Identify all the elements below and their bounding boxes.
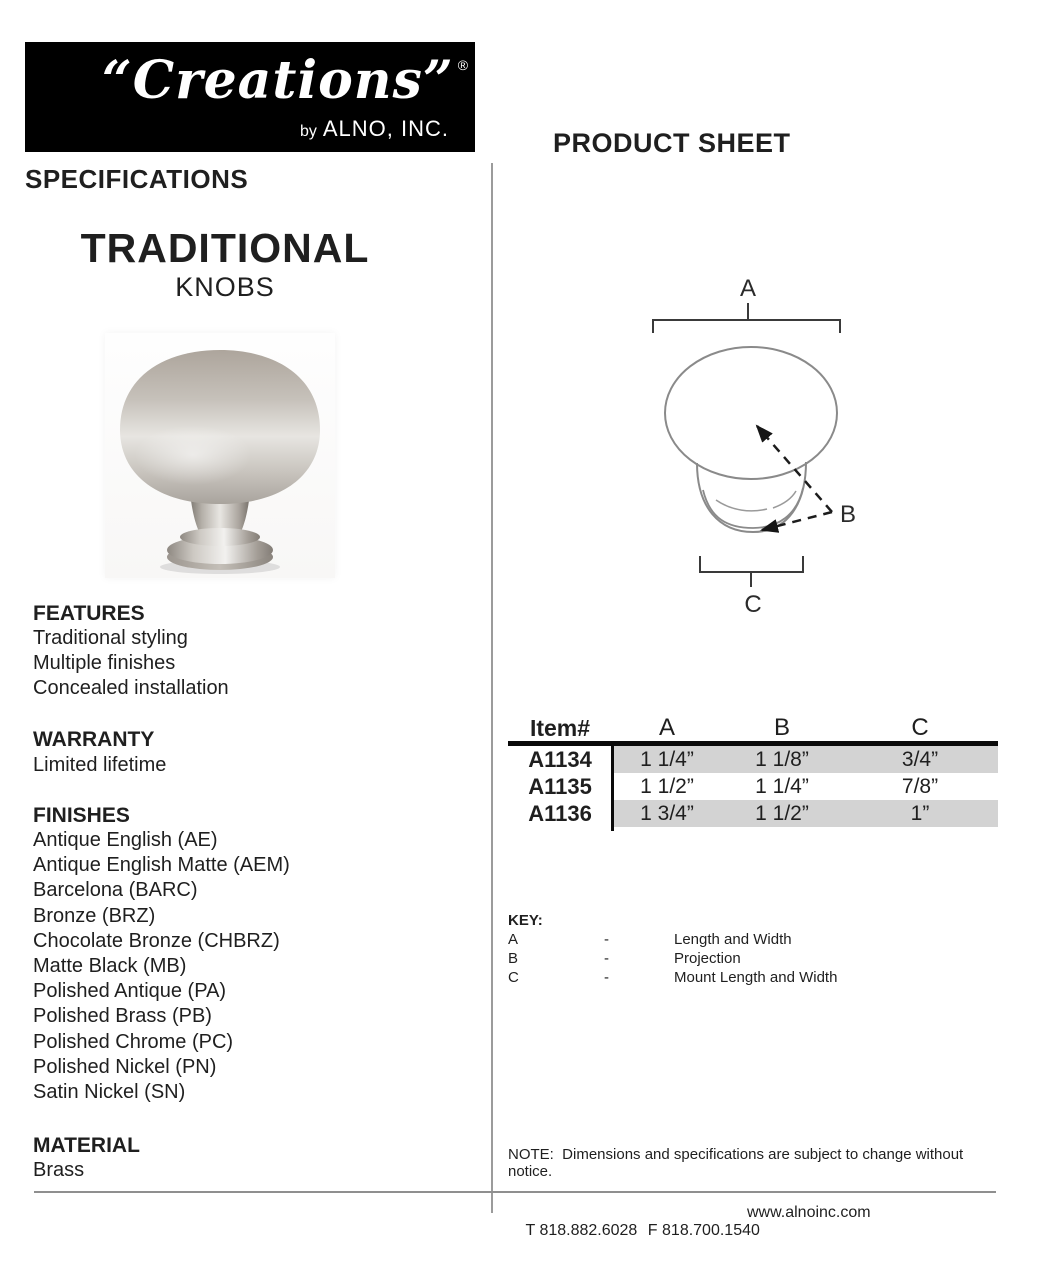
footer-phone-number: 818.882.6028 [539,1222,638,1239]
diagram-label-c: C [744,591,762,618]
diagram-label-b: B [840,501,857,528]
item-cell: A1134 [508,747,612,773]
warranty-text: Limited lifetime [33,754,167,776]
key-description: Projection [674,950,741,968]
features-heading: FEATURES [33,602,145,625]
key-description: Mount Length and Width [674,969,838,987]
bracket-c [700,556,803,572]
specifications-title: SPECIFICATIONS [25,164,249,194]
product-sheet-title: PRODUCT SHEET [553,128,791,158]
key-dash: - [604,950,609,968]
footer-fax [630,1204,760,1258]
feature-item: Traditional styling [33,627,188,649]
brand-byline [300,116,449,142]
finish-item: Antique English Matte (AEM) [33,854,290,877]
key-description: Length and Width [674,931,792,948]
brand-script: “Creations” [101,50,454,111]
diagram-label-a: A [739,275,757,302]
footer-website: www.alnoinc.com [747,1204,871,1221]
key-letter: A [508,931,519,948]
key-dash: - [604,931,609,948]
finish-item: Satin Nickel (SN) [33,1081,186,1104]
finish-item: Antique English (AE) [33,829,218,851]
arrow-b-lower [762,512,832,530]
table-header-a: A [658,714,675,741]
table-header-c: C [911,714,929,741]
brand-byline-by: by [299,123,317,140]
finish-item: Bronze (BRZ) [33,904,156,927]
value-cell-c: 7/8” [901,775,939,798]
key-row [508,930,837,949]
key-heading: KEY: [508,912,543,929]
footer-fax-number: 818.700.1540 [662,1222,760,1239]
footer-phone-label: T [525,1222,535,1239]
finishes-list [33,828,290,1105]
key-letter: C [508,969,519,987]
spec-table [508,714,998,827]
table-row [508,773,998,800]
value-cell-c: 3/4” [842,746,998,773]
finish-item: Polished Brass (PB) [33,1005,212,1028]
key-letter: B [508,950,519,968]
key-row [508,968,837,987]
warranty-heading: WARRANTY [33,728,155,751]
spec-table-body [508,746,998,827]
finish-item: Polished Nickel (PN) [33,1055,217,1078]
brand-logo [25,42,475,152]
knob-base-highlight [773,491,796,508]
product-photo [105,333,335,578]
key-row [508,949,837,968]
table-row [508,746,998,773]
spec-table-header [508,714,998,740]
value-cell-a: 1 3/4” [612,800,722,827]
feature-item: Multiple finishes [33,652,176,675]
key-block [508,911,837,988]
product-title: TRADITIONAL [80,225,370,271]
item-cell: A1135 [508,774,612,800]
footer-rule [34,1191,996,1193]
bracket-a [653,320,840,333]
table-vertical-rule [611,746,614,831]
finish-item: Polished Chrome (PC) [33,1030,234,1053]
arrow-b-upper [757,426,832,512]
knob-top-outline [665,347,837,479]
brand-script-row [25,50,475,111]
item-cell: A1136 [508,801,612,827]
key-dash: - [604,969,609,987]
material-text: Brass [33,1159,85,1181]
brand-byline-company: ALNO, INC. [322,116,449,141]
value-cell-b: 1 1/2” [722,800,842,827]
feature-item: Concealed installation [33,677,229,700]
footer-phone [508,1204,637,1258]
knob-base-rim [703,488,803,528]
value-cell-a: 1 1/2” [640,775,694,798]
registered-trademark-icon: ® [457,57,469,73]
finishes-heading: FINISHES [33,804,130,827]
table-header-item: Item# [529,714,591,741]
finish-item: Barcelona (BARC) [33,879,198,902]
finish-item: Polished Antique (PA) [33,980,227,1003]
knob-photo-graphic [105,333,335,578]
dimension-diagram [620,260,920,640]
footer-fax-label: F [647,1222,658,1239]
value-cell-a: 1 1/4” [612,746,722,773]
material-heading: MATERIAL [33,1134,140,1157]
knob-base-highlight [716,500,767,511]
finish-item: Chocolate Bronze (CHBRZ) [33,929,280,952]
value-cell-c: 1” [842,800,998,827]
finish-item: Matte Black (MB) [33,955,187,978]
value-cell-b: 1 1/8” [722,746,842,773]
column-divider [491,163,493,1213]
table-row [508,800,998,827]
note-text: NOTE: Dimensions and specifications are subject to change without notice. [508,1146,968,1180]
table-header-b: B [773,714,790,741]
value-cell-b: 1 1/4” [755,775,809,798]
features-list [33,626,229,702]
product-subtitle: KNOBS [175,272,275,302]
